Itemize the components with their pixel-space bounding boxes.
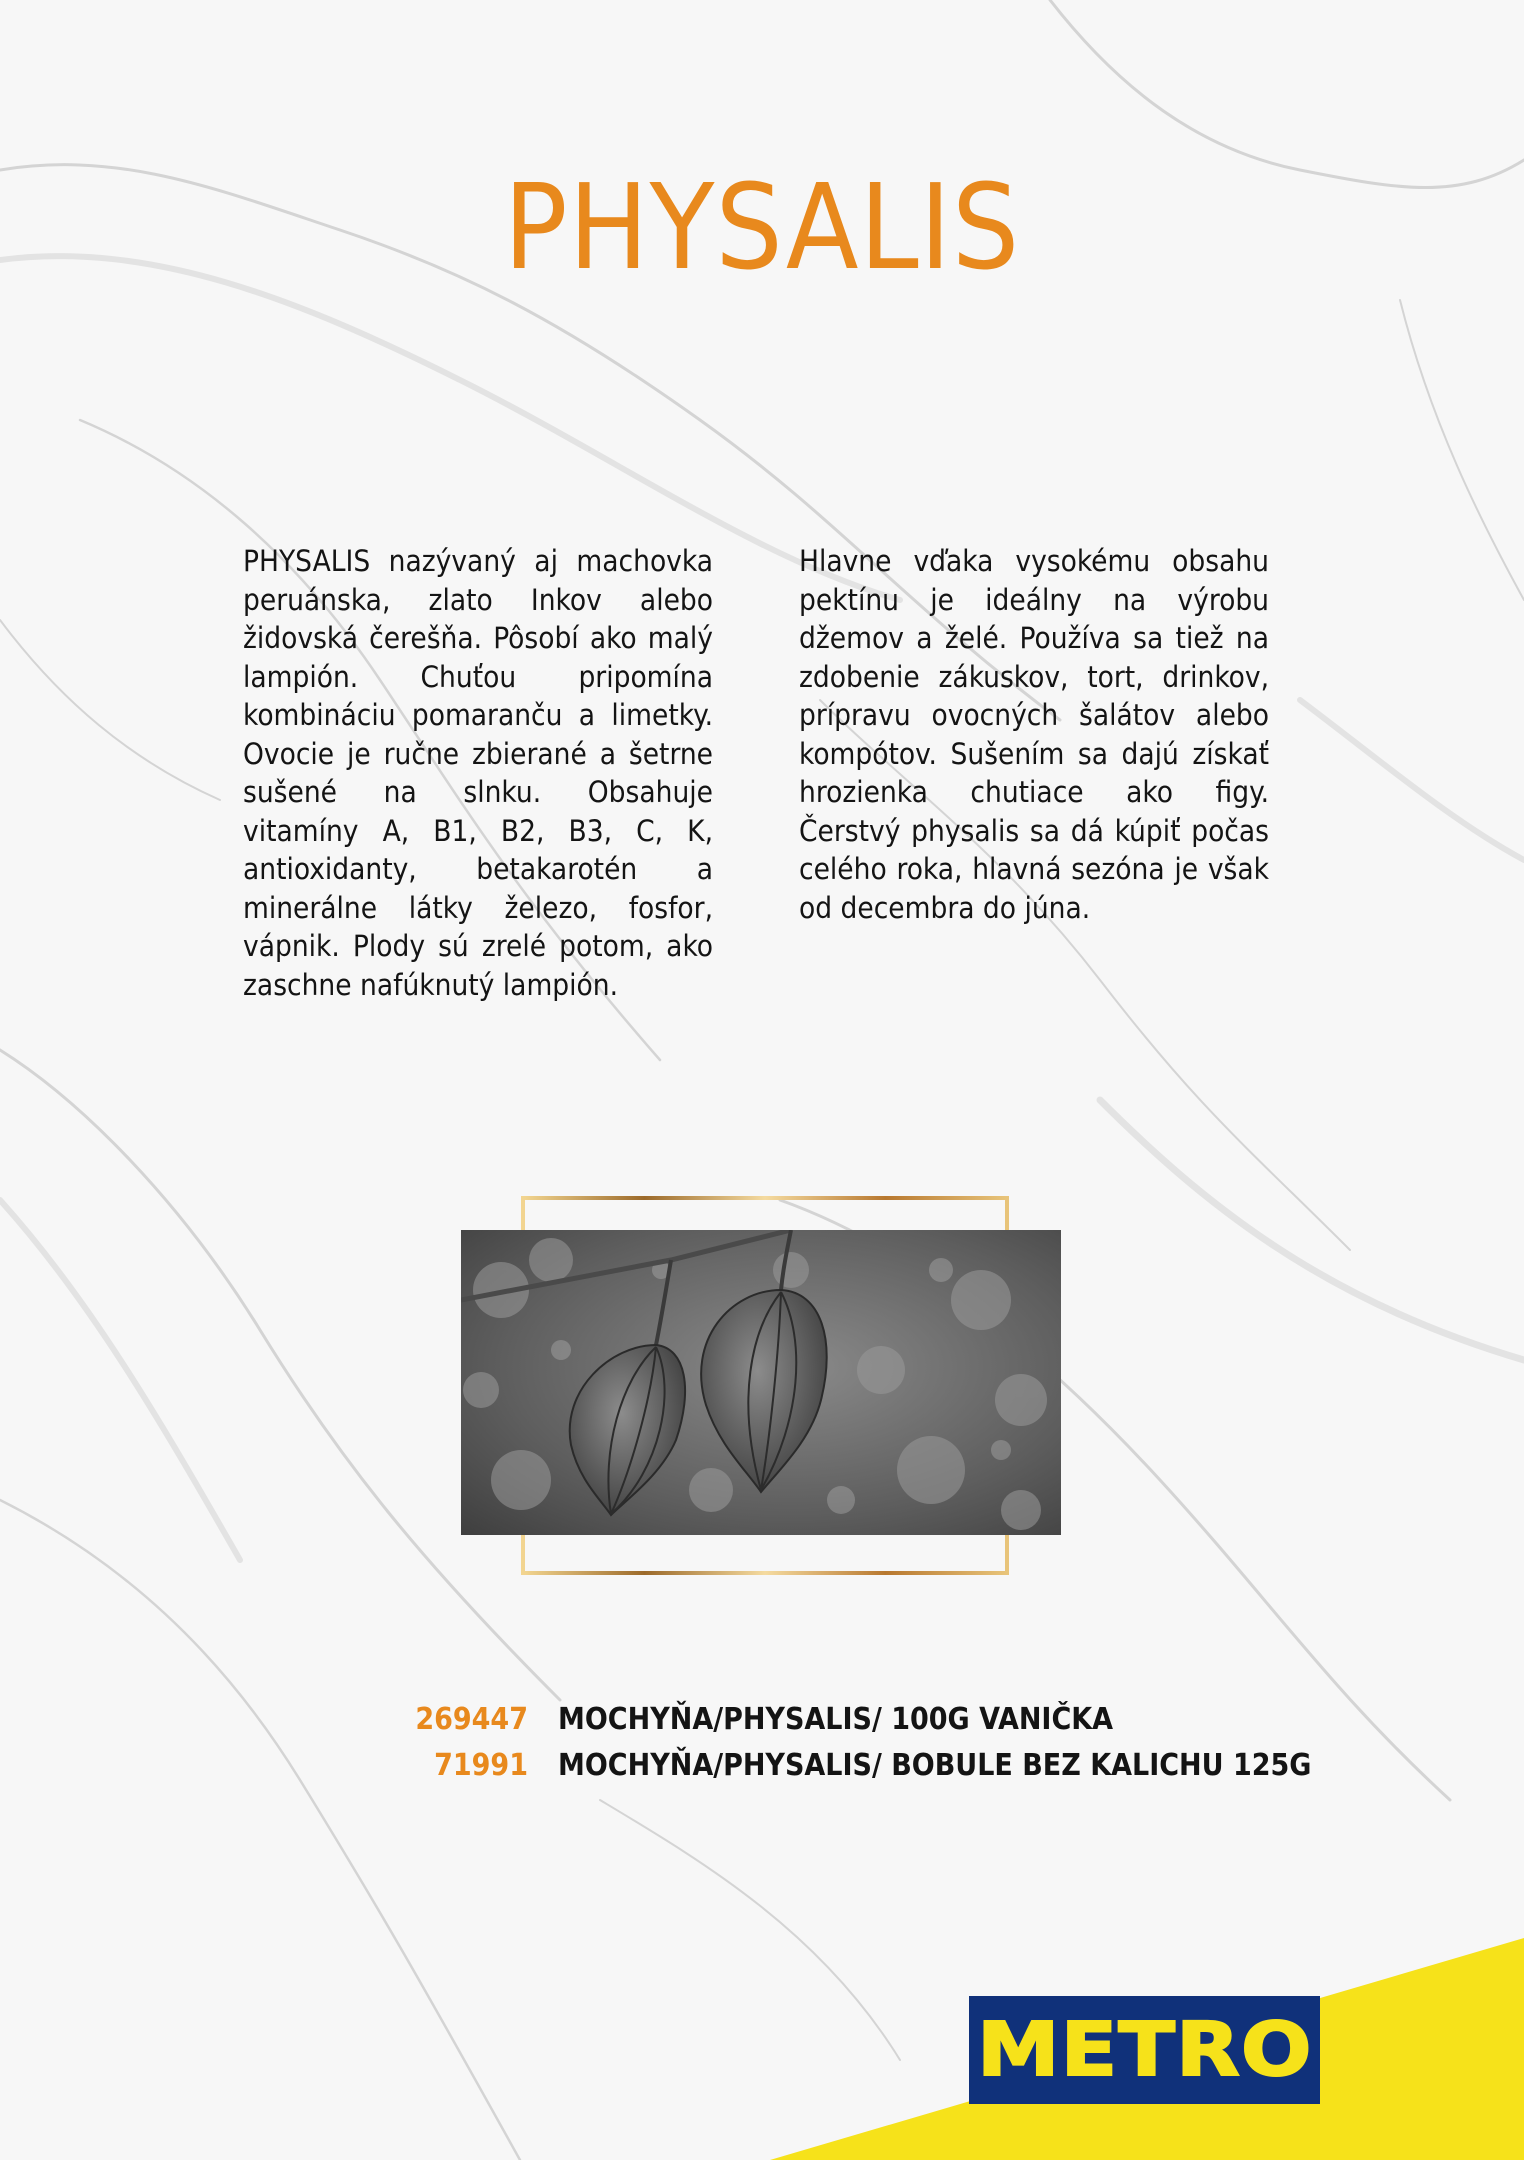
metro-logo-text: METRO bbox=[976, 2007, 1313, 2093]
physalis-photo bbox=[461, 1230, 1061, 1535]
product-name: MOCHYŇA/PHYSALIS/ 100G VANIČKA bbox=[558, 1702, 1114, 1737]
page-title: PHYSALIS bbox=[503, 158, 1021, 296]
product-row bbox=[380, 1748, 1480, 1794]
product-name: MOCHYŇA/PHYSALIS/ BOBULE BEZ KALICHU 125G bbox=[558, 1748, 1312, 1783]
product-photo-block bbox=[461, 1196, 1061, 1573]
product-list bbox=[380, 1702, 1480, 1794]
description-left: PHYSALIS nazývaný aj machovka peruánska, zlato Inkov alebo židovská čerešňa. Pôsobí ako malý lampión. Chuťou pripomína kombináciu pomaranču a limetky. Ovocie je ručne zbierané a šetrne sušené na slnku. Obsahuje vitamíny A, B1, B2, B3, C, K, antioxidanty, betakarotén a minerálne látky železo, fosfor, vápnik. Plody sú zrelé potom, ako zaschne nafúknutý lampión. bbox=[243, 544, 713, 1002]
description-right: Hlavne vďaka vysokému obsahu pektínu je ideálny na výrobu džemov a želé. Používa sa tiež na zdobenie zákuskov, tort, drinkov, prípravu ovocných šalátov alebo kompótov. Sušením sa dajú získať hrozienka chutiace ako figy. Čerstvý physalis sa dá kúpiť počas celého roka, hlavná sezóna je však od decembra do júna. bbox=[799, 544, 1269, 925]
product-code: 71991 bbox=[434, 1748, 528, 1783]
product-row bbox=[380, 1702, 1480, 1748]
product-code: 269447 bbox=[415, 1702, 528, 1737]
metro-logo bbox=[969, 1996, 1320, 2104]
